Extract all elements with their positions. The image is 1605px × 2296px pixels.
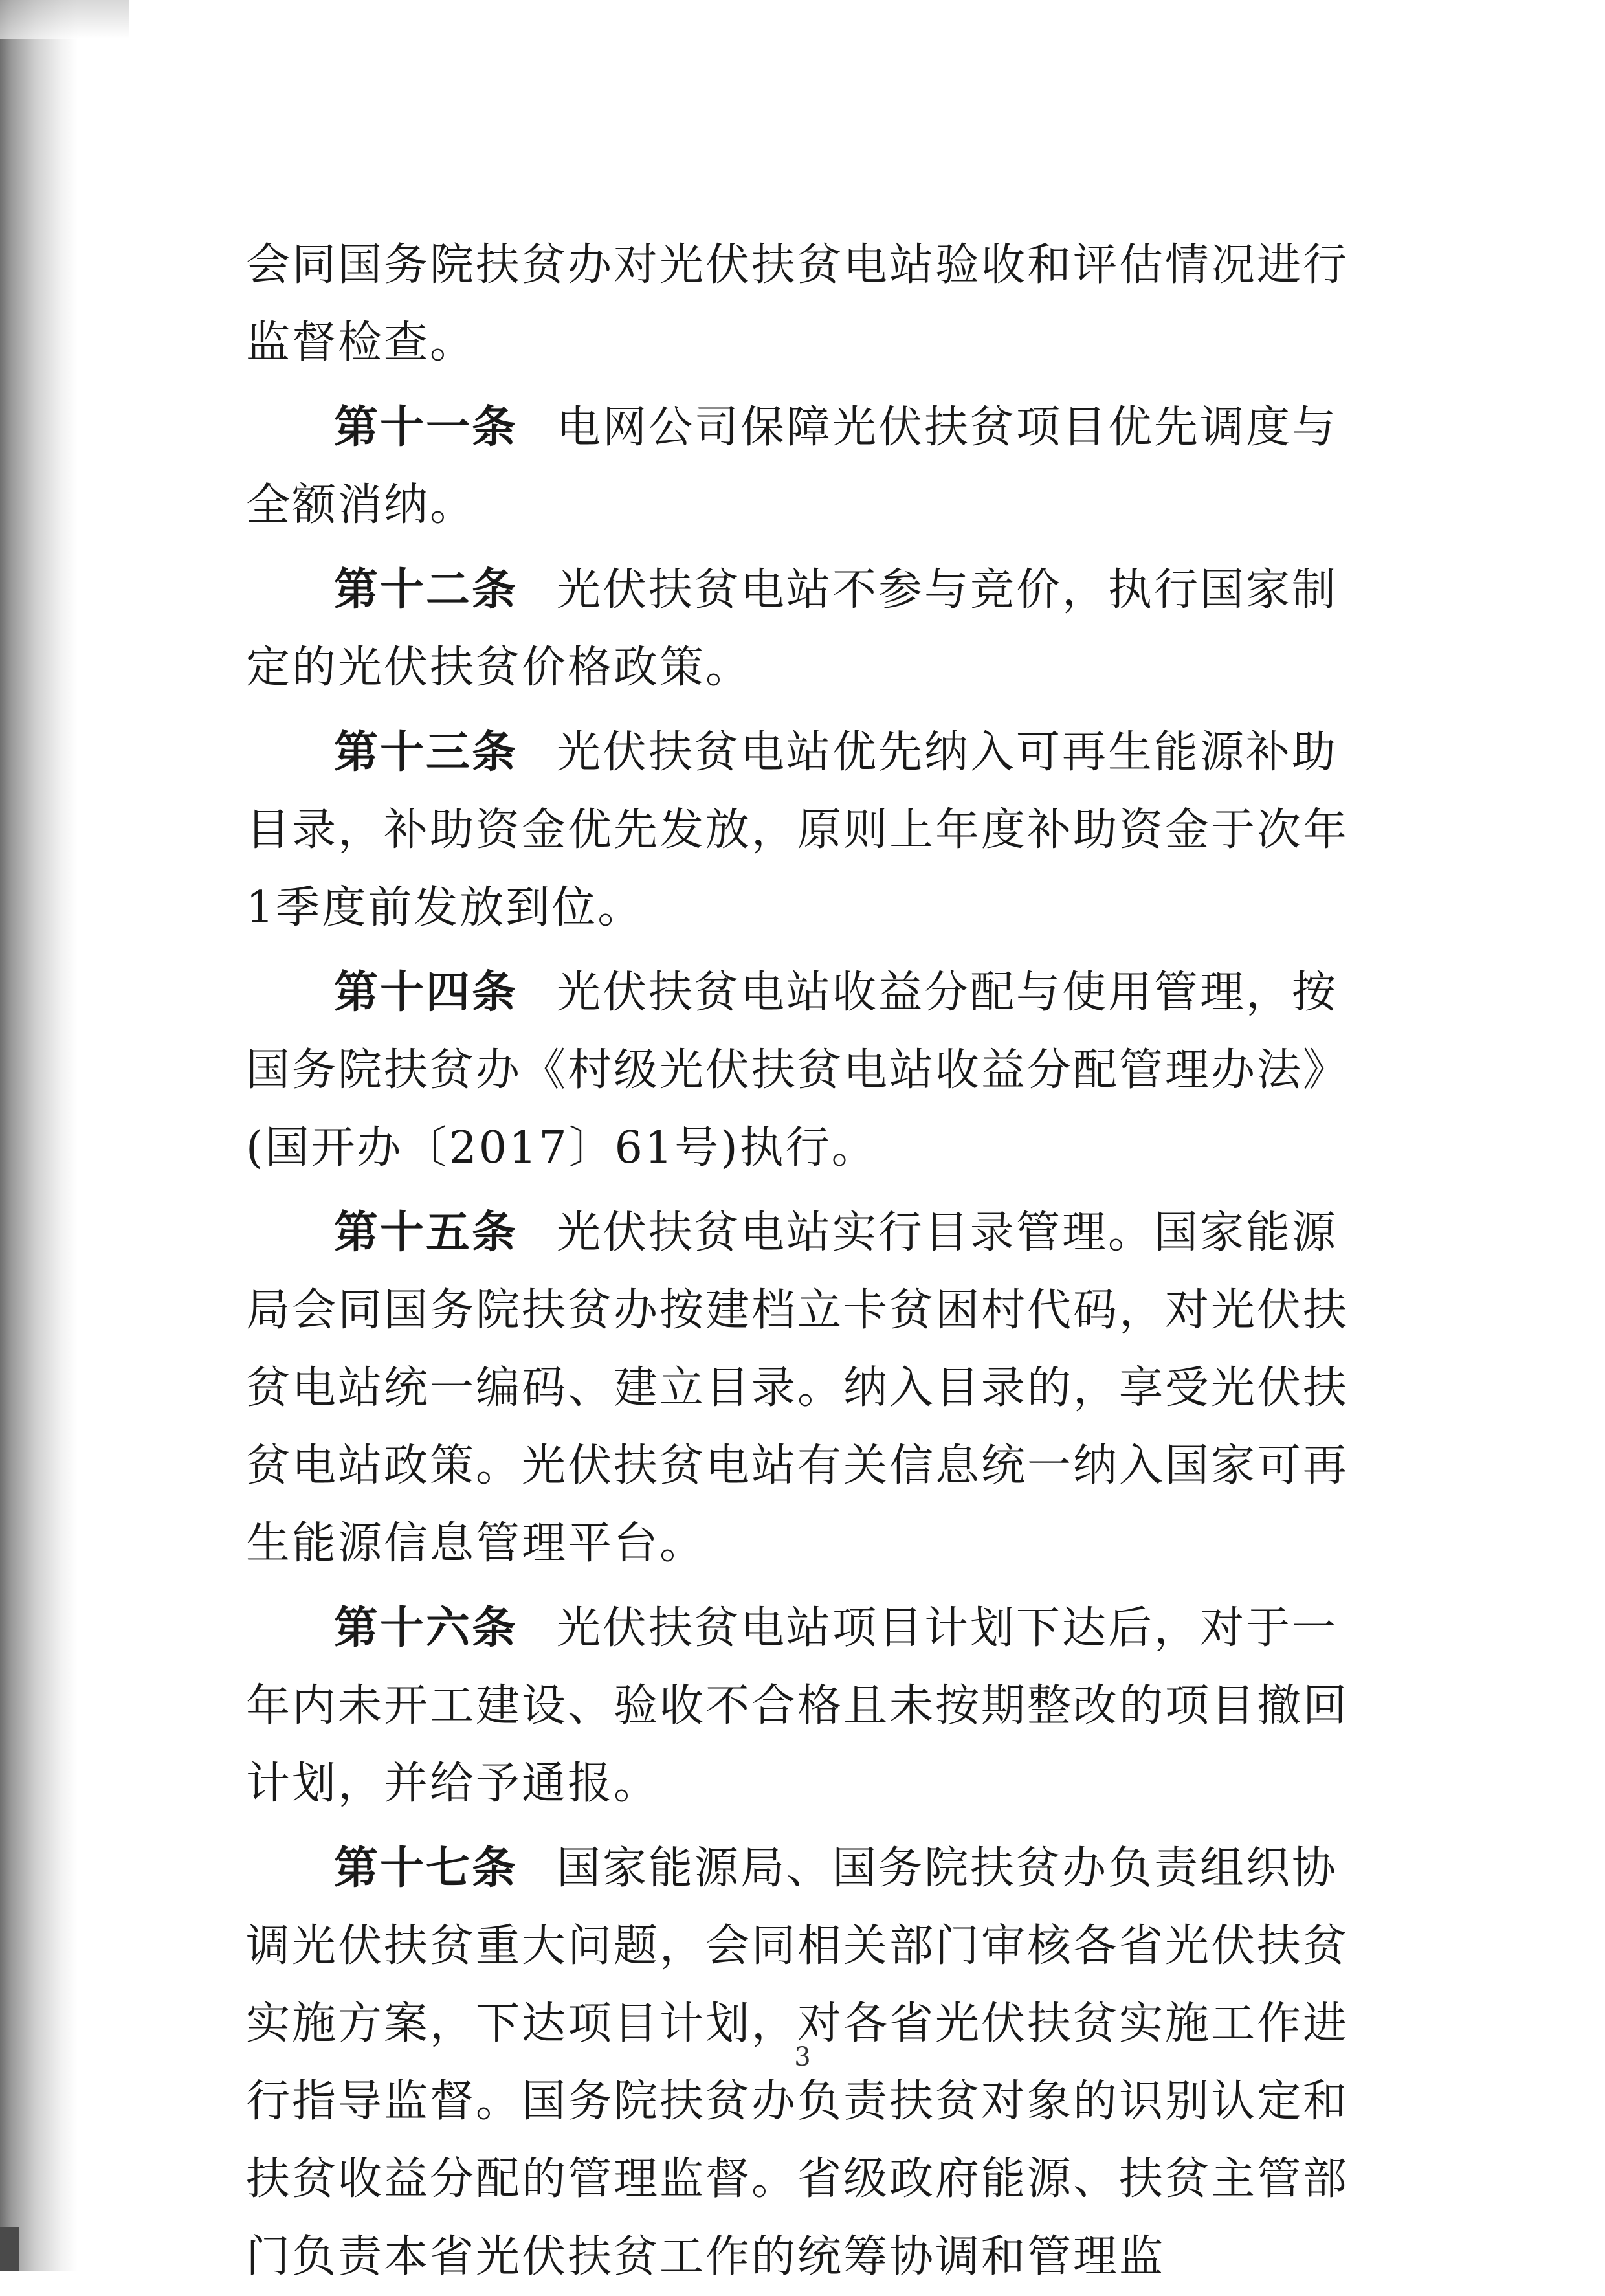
page-number: 3 (794, 2042, 811, 2072)
article-heading: 第十二条 (334, 564, 518, 616)
article-14 (246, 953, 1359, 1187)
article-heading: 第十五条 (334, 1207, 518, 1258)
article-16 (246, 1589, 1359, 1823)
scan-edge-mark (0, 2227, 19, 2271)
scan-corner-shadow (0, 0, 129, 39)
paragraph-text: 电网公司保障光伏扶贫项目优先调度与全额消纳。 (246, 402, 1338, 531)
article-heading: 第十一条 (334, 401, 518, 453)
article-13 (246, 713, 1359, 947)
paragraph-text: 光伏扶贫电站收益分配与使用管理，按国务院扶贫办《村级光伏扶贫电站收益分配管理办法》(国开办〔2017〕61号)执行。 (246, 967, 1349, 1174)
article-heading: 第十四条 (334, 966, 518, 1018)
paragraph-text: 光伏扶贫电站实行目录管理。国家能源局会同国务院扶贫办按建档立卡贫困村代码，对光伏扶贫电站统一编码、建立目录。纳入目录的，享受光伏扶贫电站政策。光伏扶贫电站有关信息统一纳入国家可再生能源信息管理平台。 (246, 1207, 1349, 1569)
article-heading: 第十七条 (334, 1842, 518, 1894)
article-heading: 第十六条 (334, 1602, 518, 1654)
paragraph-continuation (246, 227, 1359, 382)
article-11 (246, 388, 1359, 544)
article-15 (246, 1194, 1359, 1583)
paragraph-text: 国家能源局、国务院扶贫办负责组织协调光伏扶贫重大问题，会同相关部门审核各省光伏扶贫实施方案，下达项目计划，对各省光伏扶贫实施工作进行指导监督。国务院扶贫办负责扶贫对象的识别认定和扶贫收益分配的管理监督。省级政府能源、扶贫主管部门负责本省光伏扶贫工作的统筹协调和管理监 (246, 1843, 1349, 2282)
article-12 (246, 551, 1359, 707)
scan-edge-shadow (0, 0, 78, 2271)
paragraph-text: 光伏扶贫电站不参与竞价，执行国家制定的光伏扶贫价格政策。 (246, 564, 1338, 693)
paragraph-text: 光伏扶贫电站优先纳入可再生能源补助目录，补助资金优先发放，原则上年度补助资金于次年1季度前发放到位。 (246, 727, 1349, 933)
document-body (246, 227, 1359, 2296)
paragraph-text: 会同国务院扶贫办对光伏扶贫电站验收和评估情况进行监督检查。 (246, 240, 1349, 368)
paragraph-text: 光伏扶贫电站项目计划下达后，对于一年内未开工建设、验收不合格且未按期整改的项目撤回计划，并给予通报。 (246, 1603, 1349, 1809)
article-heading: 第十三条 (334, 726, 518, 778)
